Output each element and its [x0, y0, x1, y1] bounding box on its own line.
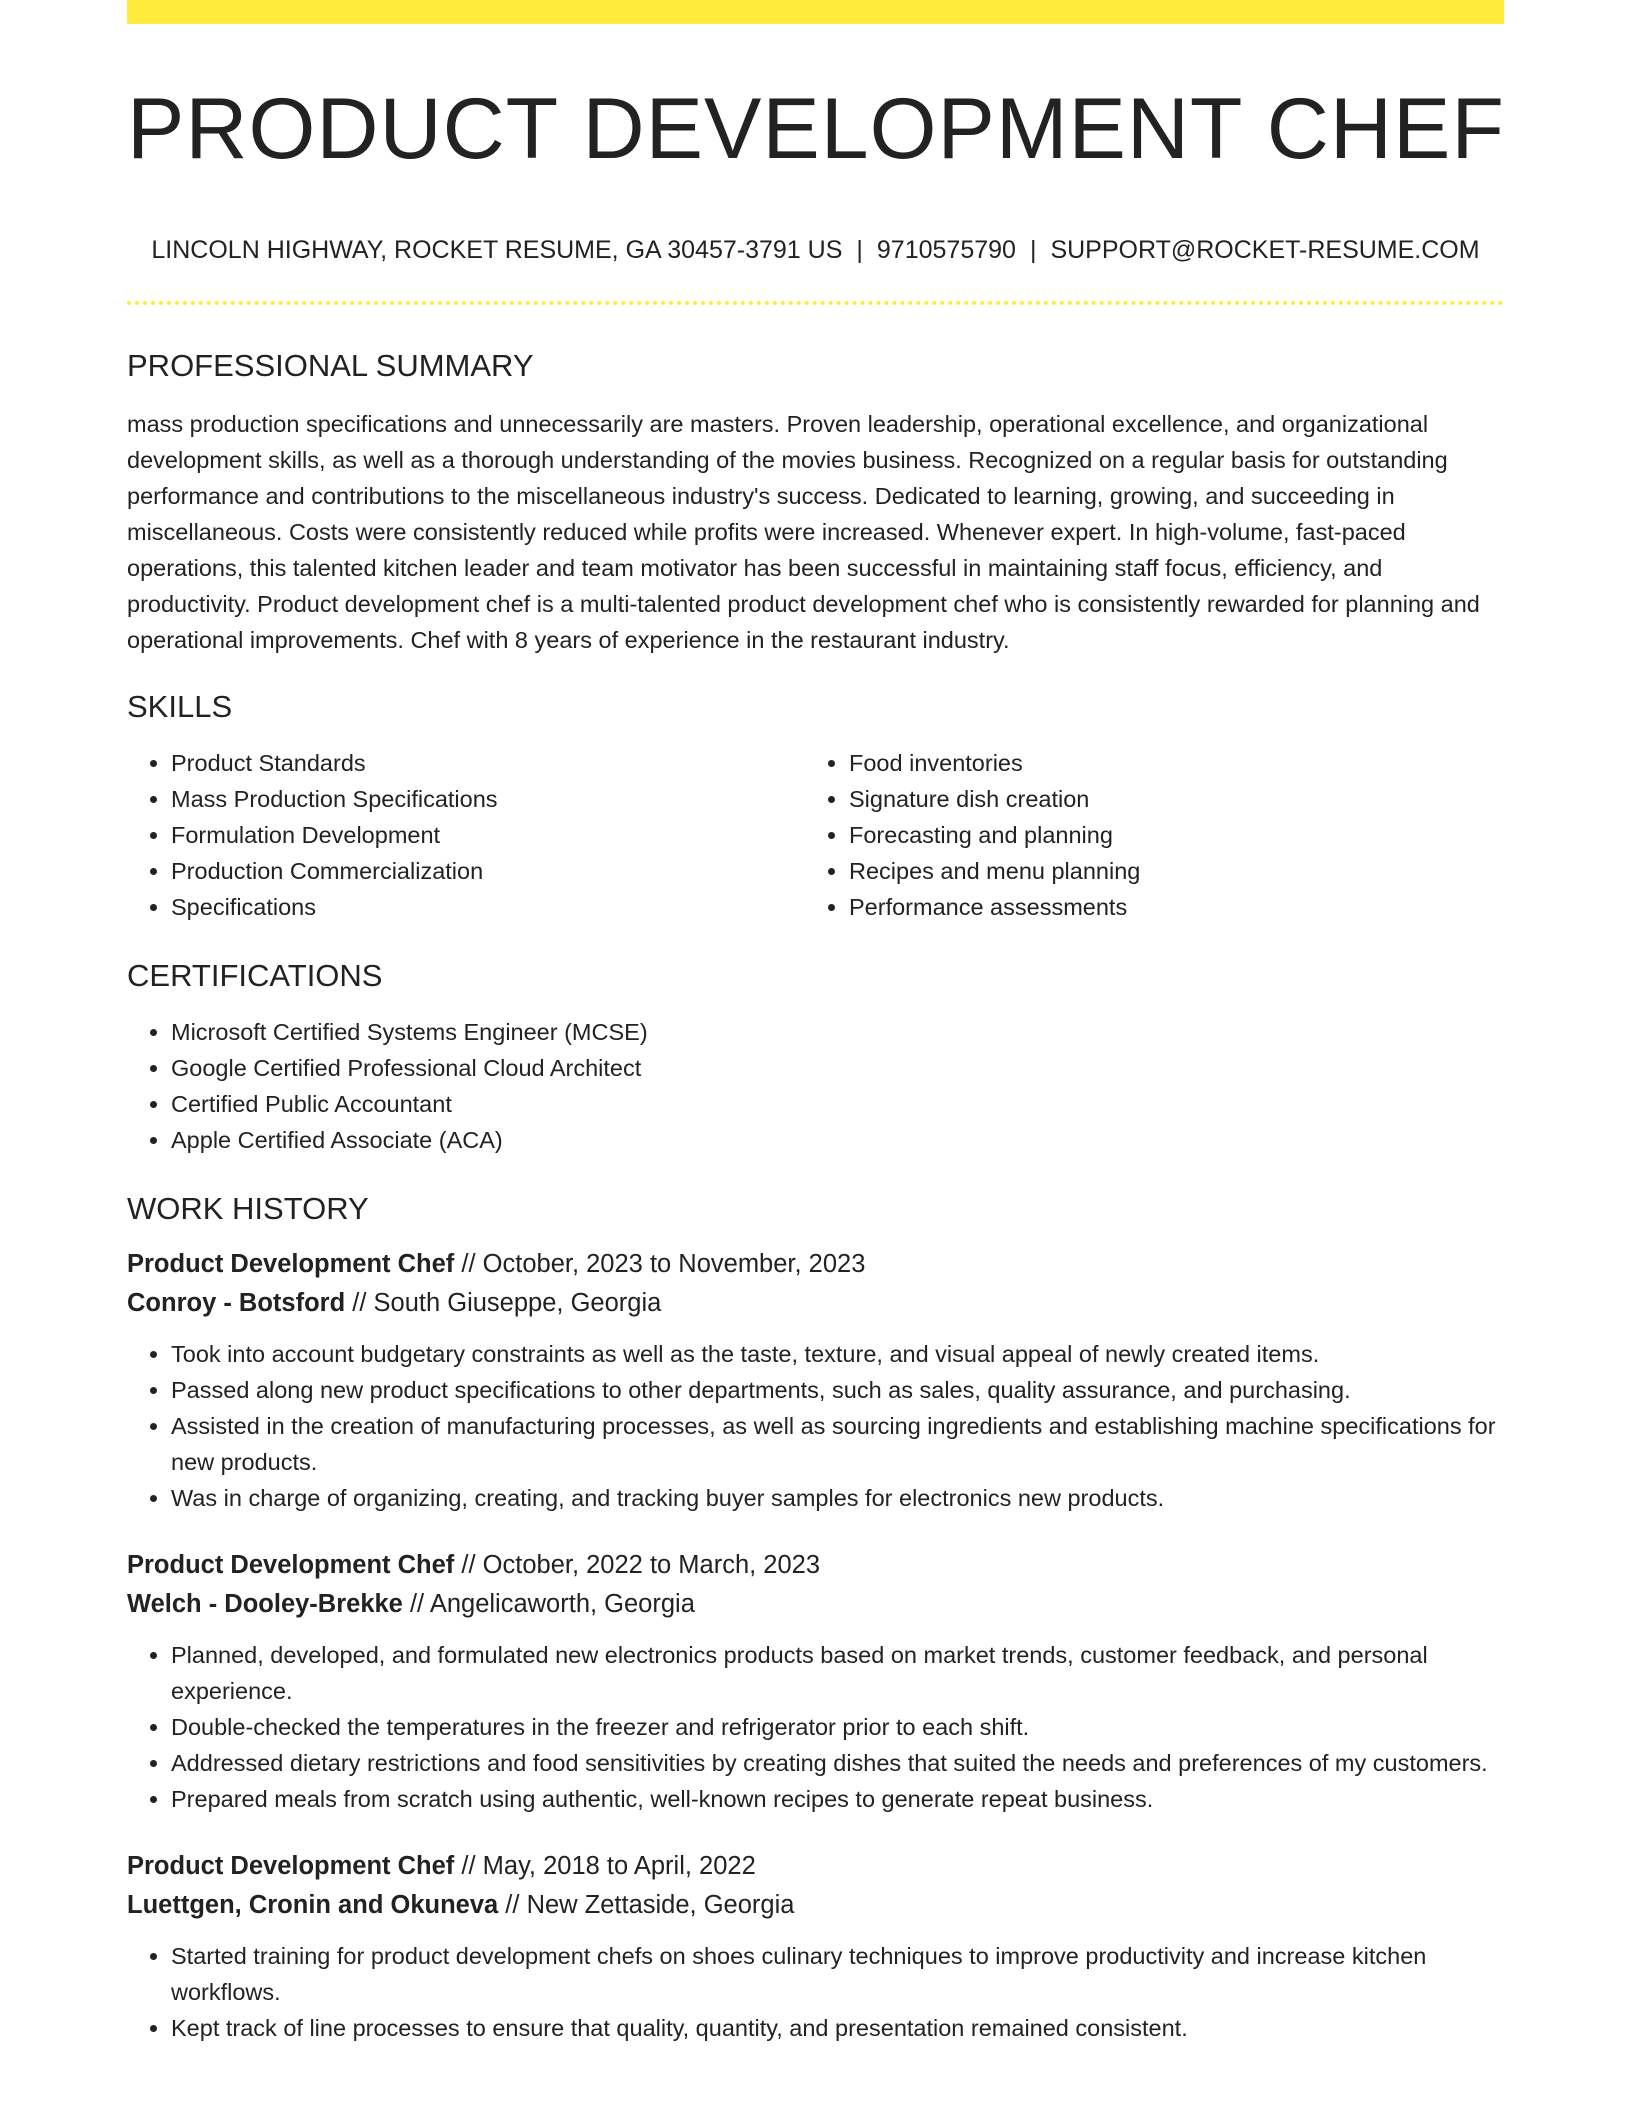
- section-title-work-history: WORK HISTORY: [127, 1191, 369, 1227]
- job-role-line: [127, 1847, 1504, 1886]
- job-role: Product Development Chef: [127, 1551, 455, 1580]
- job-duty-item: • Assisted in the creation of manufacturing processes, as well as sourcing ingredients and establishing machine specifications for new products.: [171, 1408, 1504, 1480]
- header-divider: [127, 301, 1504, 305]
- contact-separator: |: [856, 235, 863, 264]
- job-location: South Giuseppe, Georgia: [373, 1289, 662, 1318]
- contact-address: LINCOLN HIGHWAY, ROCKET RESUME, GA 30457-3791 US: [151, 235, 843, 264]
- skill-item: • Signature dish creation: [849, 781, 1483, 817]
- job-delimiter: //: [505, 1891, 520, 1920]
- skill-item: • Forecasting and planning: [849, 817, 1483, 853]
- section-title-certifications: CERTIFICATIONS: [127, 957, 383, 993]
- job-duties-list: [127, 1637, 1504, 1817]
- job-dates: May, 2018 to April, 2022: [482, 1852, 756, 1881]
- skill-item: • Production Commercialization: [171, 853, 805, 889]
- certification-item: • Apple Certified Associate (ACA): [171, 1122, 1504, 1158]
- skills-list-left: [127, 745, 805, 925]
- job-duty-item: • Prepared meals from scratch using authentic, well-known recipes to generate repeat business.: [171, 1781, 1504, 1817]
- candidate-title: PRODUCT DEVELOPMENT CHEF: [127, 81, 1505, 177]
- job-duty-item: • Planned, developed, and formulated new electronics products based on market trends, customer feedback, and personal experience.: [171, 1637, 1504, 1709]
- job-duty-item: • Kept track of line processes to ensure that quality, quantity, and presentation remained consistent.: [171, 2010, 1504, 2046]
- job-delimiter: //: [461, 1551, 476, 1580]
- job-company-line: [127, 1284, 1504, 1323]
- job-role-line: [127, 1245, 1504, 1284]
- job-duty-item: • Addressed dietary restrictions and food sensitivities by creating dishes that suited the needs and preferences of my customers.: [171, 1745, 1504, 1781]
- job-delimiter: //: [352, 1289, 367, 1318]
- job-duty-item: • Took into account budgetary constraints as well as the taste, texture, and visual appeal of newly created items.: [171, 1336, 1504, 1372]
- contact-line: [127, 235, 1504, 265]
- skill-item: • Product Standards: [171, 745, 805, 781]
- skill-item: • Mass Production Specifications: [171, 781, 805, 817]
- job-company-line: [127, 1886, 1504, 1925]
- contact-email[interactable]: SUPPORT@ROCKET-RESUME.COM: [1050, 235, 1480, 264]
- job-company-line: [127, 1585, 1504, 1624]
- skills-grid: [127, 745, 1504, 925]
- top-accent-bar: [127, 0, 1504, 24]
- contact-separator: |: [1029, 235, 1037, 264]
- job-dates: October, 2022 to March, 2023: [482, 1551, 821, 1580]
- job-role-line: [127, 1546, 1504, 1585]
- job-delimiter: //: [409, 1590, 425, 1619]
- skill-item: • Recipes and menu planning: [849, 853, 1483, 889]
- certifications-list: [127, 1014, 1504, 1158]
- job-duty-item: • Passed along new product specifications to other departments, such as sales, quality assurance, and purchasing.: [171, 1372, 1504, 1408]
- job-role: Product Development Chef: [127, 1250, 455, 1279]
- job-dates: October, 2023 to November, 2023: [482, 1250, 866, 1279]
- certification-item: • Microsoft Certified Systems Engineer (MCSE): [171, 1014, 1504, 1050]
- skills-column-right: [805, 745, 1483, 925]
- resume-page: [127, 0, 1504, 2046]
- job-company: Conroy - Botsford: [127, 1289, 346, 1318]
- job-duties-list: [127, 1336, 1504, 1516]
- contact-phone: 9710575790: [876, 235, 1016, 264]
- skill-item: • Food inventories: [849, 745, 1483, 781]
- summary-text: mass production specifications and unnecessarily are masters. Proven leadership, operational excellence, and organizational development skills, as well as a thorough understanding of the movies business. Recognized on a regular basis for outstanding performance and contributions to the miscellaneous industry's success. Dedicated to learning, growing, and succeeding in miscellaneous. Costs were consistently reduced while profits were increased. Whenever expert. In high-volume, fast-paced operations, this talented kitchen leader and team motivator has been successful in maintaining staff focus, efficiency, and productivity. Product development chef is a multi-talented product development chef who is consistently rewarded for planning and operational improvements. Chef with 8 years of experience in the restaurant industry.: [127, 410, 1480, 653]
- skill-item: • Performance assessments: [849, 889, 1483, 925]
- section-title-skills: SKILLS: [127, 688, 233, 724]
- certification-item: • Certified Public Accountant: [171, 1086, 1504, 1122]
- job-location: Angelicaworth, Georgia: [429, 1590, 695, 1619]
- certification-item: • Google Certified Professional Cloud Architect: [171, 1050, 1504, 1086]
- job-company: Welch - Dooley-Brekke: [127, 1590, 403, 1619]
- job-location: New Zettaside, Georgia: [526, 1891, 795, 1920]
- skill-item: • Specifications: [171, 889, 805, 925]
- job-entry: [127, 1245, 1504, 1516]
- job-entry: [127, 1546, 1504, 1817]
- job-entry: [127, 1847, 1504, 2046]
- skills-list-right: [805, 745, 1483, 925]
- job-duties-list: [127, 1938, 1504, 2046]
- job-duty-item: • Double-checked the temperatures in the freezer and refrigerator prior to each shift.: [171, 1709, 1504, 1745]
- job-delimiter: //: [461, 1852, 476, 1881]
- job-company: Luettgen, Cronin and Okuneva: [127, 1891, 499, 1920]
- skill-item: • Formulation Development: [171, 817, 805, 853]
- job-delimiter: //: [461, 1250, 476, 1279]
- job-duty-item: • Was in charge of organizing, creating, and tracking buyer samples for electronics new products.: [171, 1480, 1504, 1516]
- job-role: Product Development Chef: [127, 1852, 455, 1881]
- section-title-summary: PROFESSIONAL SUMMARY: [127, 347, 534, 383]
- skills-column-left: [127, 745, 805, 925]
- job-duty-item: • Started training for product development chefs on shoes culinary techniques to improve productivity and increase kitchen workflows.: [171, 1938, 1504, 2010]
